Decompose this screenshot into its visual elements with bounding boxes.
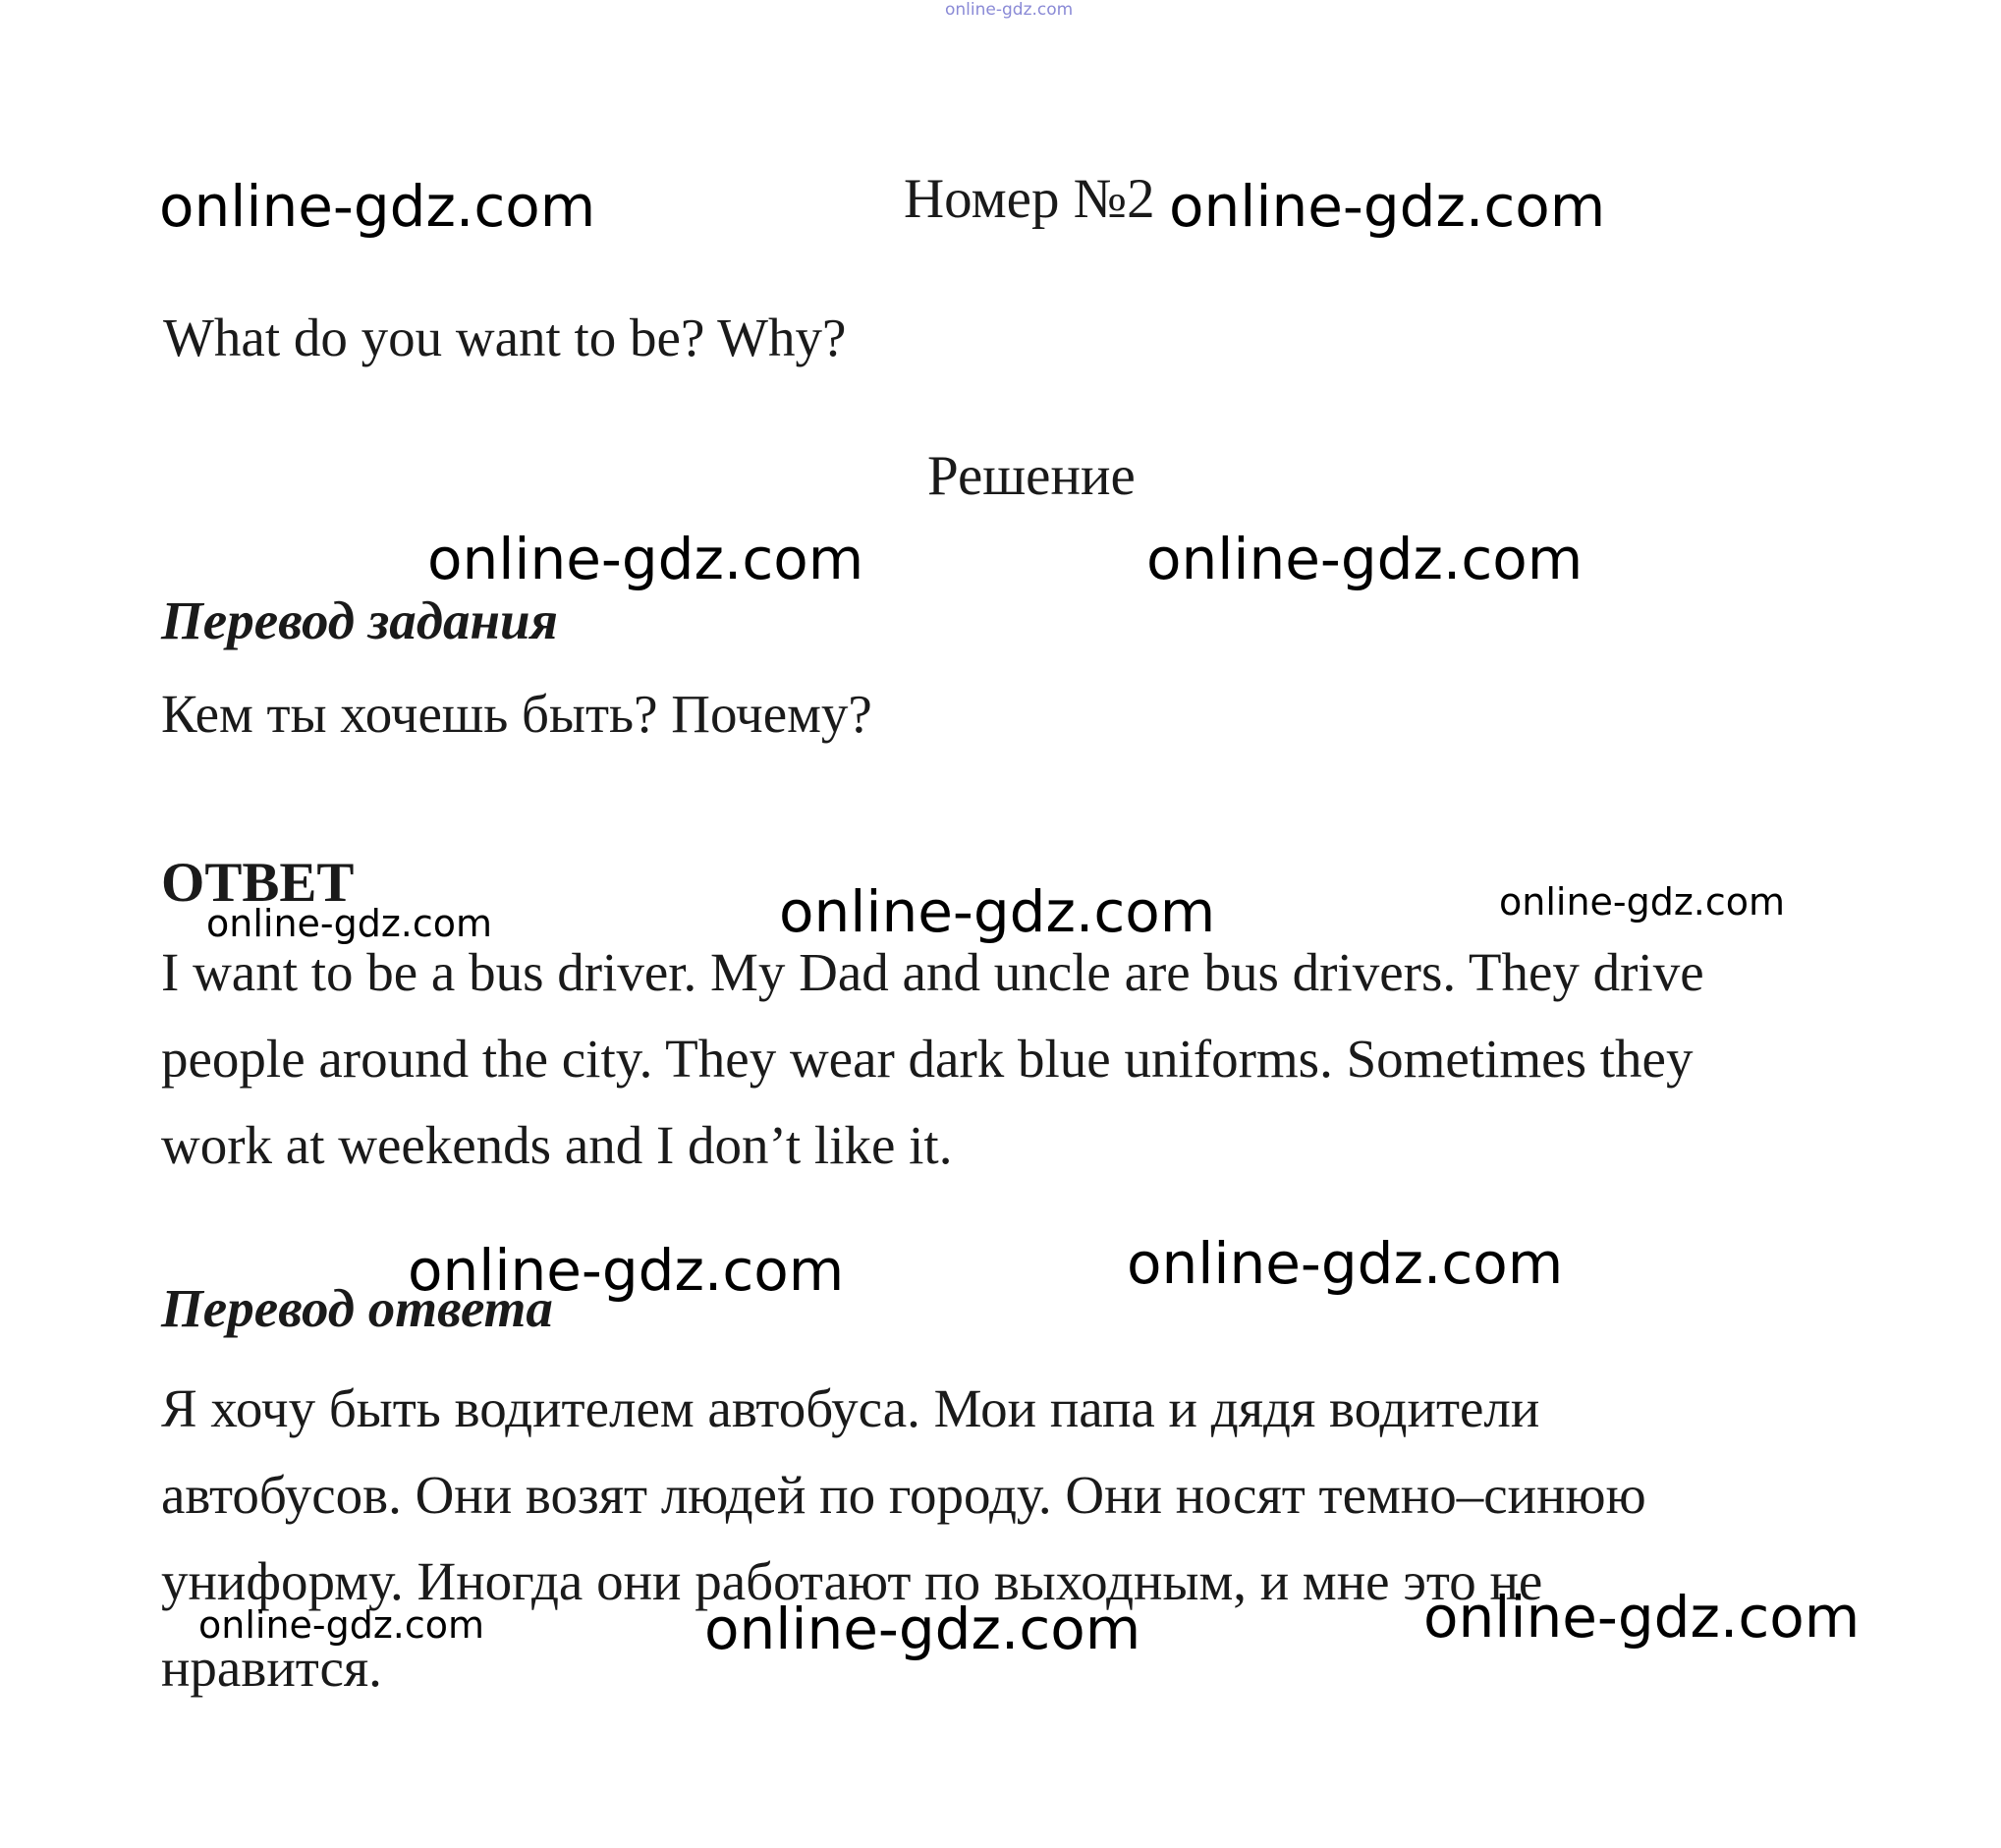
- task-translation-text: Кем ты хочешь быть? Почему?: [161, 684, 872, 744]
- watermark: online-gdz.com: [1169, 173, 1606, 240]
- site-watermark-top: online-gdz.com: [945, 0, 1074, 20]
- watermark: online-gdz.com: [779, 878, 1216, 945]
- watermark: online-gdz.com: [408, 1237, 845, 1304]
- watermark: online-gdz.com: [1146, 526, 1584, 592]
- watermark: online-gdz.com: [1127, 1230, 1564, 1297]
- answer-translation-heading: Перевод ответа: [161, 1278, 553, 1338]
- watermark: online-gdz.com: [159, 173, 596, 240]
- watermark: online-gdz.com: [1423, 1584, 1861, 1651]
- watermark: online-gdz.com: [1499, 880, 1786, 924]
- watermark: online-gdz.com: [206, 902, 493, 945]
- task-question: What do you want to be? Why?: [163, 308, 847, 367]
- watermark: online-gdz.com: [427, 526, 864, 592]
- watermark: online-gdz.com: [198, 1603, 485, 1647]
- answer-paragraph: [161, 929, 1861, 1189]
- task-translation-heading: Перевод задания: [161, 590, 558, 650]
- answer-line: people around the city. They wear dark blue uniforms. Sometimes they: [161, 1029, 1694, 1089]
- watermark: online-gdz.com: [704, 1596, 1141, 1662]
- answer-translation-line: нравится.: [161, 1638, 382, 1698]
- answer-heading: ОТВЕТ: [161, 852, 355, 914]
- answer-line: work at weekends and I don’t like it.: [161, 1115, 953, 1175]
- answer-translation-line: автобусов. Они возят людей по городу. Они носят темно–синюю: [161, 1465, 1646, 1525]
- task-number-title: Номер №2: [904, 168, 1155, 230]
- solution-label: Решение: [927, 445, 1136, 507]
- answer-line: I want to be a bus driver. My Dad and uncle are bus drivers. They drive: [161, 942, 1704, 1002]
- answer-translation-line: Я хочу быть водителем автобуса. Мои папа и дядя водители: [161, 1378, 1540, 1438]
- answer-translation-line: униформу. Иногда они работают по выходным, и мне это не: [161, 1551, 1543, 1611]
